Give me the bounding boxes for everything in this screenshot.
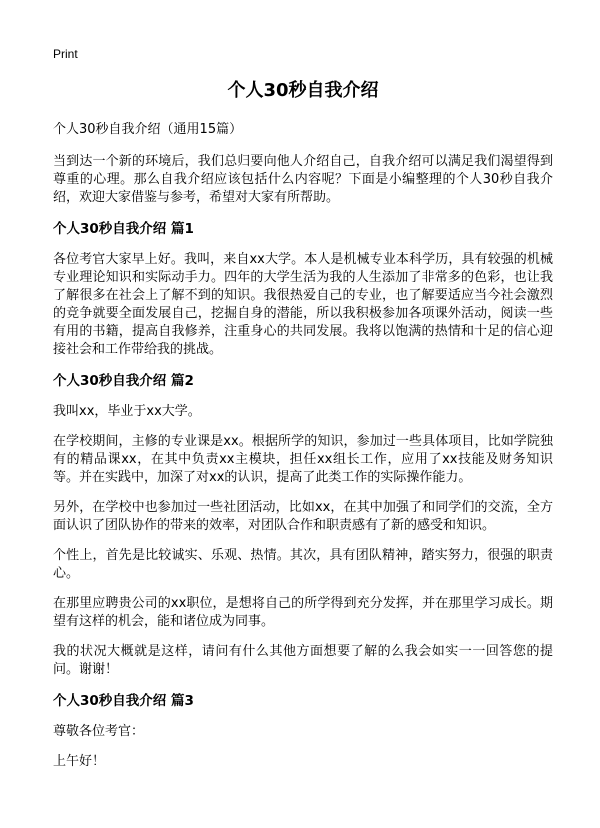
section-2-paragraph-3: 另外，在学校中也参加过一些社团活动，比如xx，在其中加强了和同学们的交流，全方面认识了团队协作的带来的效率，对团队合作和职责感有了新的感受和知识。 <box>53 500 553 533</box>
document-subtitle: 个人30秒自我介绍（通用15篇） <box>53 122 243 137</box>
section-2-paragraph-2: 在学校期间，主修的专业课是xx。根据所学的知识，参加过一些具体项目，比如学院独有的精品课xx，在其中负责xx主模块，担任xx组长工作，应用了xx技能及财务知识等。并在实践中，加深了对xx的认识，提高了此类工作的实际操作能力。 <box>53 434 553 485</box>
section-3-paragraph-2: 上午好！ <box>53 754 106 769</box>
section-heading-1: 个人30秒自我介绍 篇1 <box>53 221 194 237</box>
section-heading-3: 个人30秒自我介绍 篇3 <box>53 693 194 709</box>
section-2-paragraph-4: 个性上，首先是比较诚实、乐观、热情。其次，具有团队精神，踏实努力，很强的职责心。 <box>53 548 553 581</box>
section-2-paragraph-6: 我的状况大概就是这样，请问有什么其他方面想要了解的么我会如实一一回答您的提问。谢谢！ <box>53 644 553 677</box>
print-link[interactable]: Print <box>53 47 78 61</box>
section-heading-2: 个人30秒自我介绍 篇2 <box>53 373 194 389</box>
section-2-paragraph-1: 我叫xx，毕业于xx大学。 <box>53 404 201 419</box>
document-body <box>53 121 553 783</box>
section-2-paragraph-5: 在那里应聘贵公司的xx职位，是想将自己的所学得到充分发挥，并在那里学习成长。期望有这样的机会，能和诸位成为同事。 <box>53 596 553 629</box>
section-3-paragraph-1: 尊敬各位考官： <box>53 724 145 739</box>
document-title: 个人30秒自我介绍 <box>227 80 379 101</box>
section-1-paragraph-1: 各位考官大家早上好。我叫，来自xx大学。本人是机械专业本科学历，具有较强的机械专业理论知识和实际动手力。四年的大学生活为我的人生添加了非常多的色彩，也让我了解很多在社会上了解不到的知识。我很热爱自己的专业，也了解要适应当今社会激烈的竞争就要全面发展自己，挖掘自身的潜能，所以我积极参加各项课外活动，阅读一些有用的书籍，提高自我修养，注重身心的共同发展。我将以饱满的热情和十足的信心迎接社会和工作带给我的挑战。 <box>53 252 553 357</box>
intro-paragraph: 当到达一个新的环境后，我们总归要向他人介绍自己，自我介绍可以满足我们渴望得到尊重的心理。那么自我介绍应该包括什么内容呢？下面是小编整理的个人30秒自我介绍，欢迎大家借鉴与参考，希望对大家有所帮助。 <box>53 154 553 205</box>
